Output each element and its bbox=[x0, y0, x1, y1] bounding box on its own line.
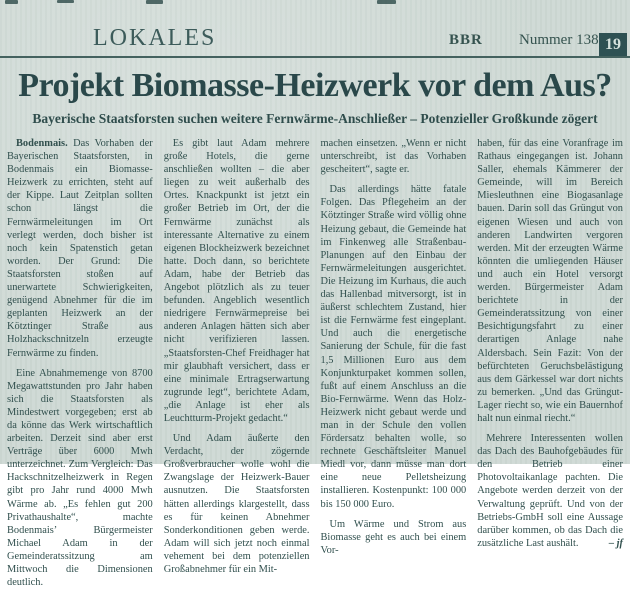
column-1 bbox=[7, 137, 153, 596]
issue-number: Nummer 138 bbox=[519, 32, 599, 48]
paragraph-continued: haben, für das eine Voranfrage im Rathaus eingegangen ist. Johann Saller, ehemals Kämmerer der Gemeinde, will im Bereich Miesleuthnen eine Biogasanlage bauen. Darin soll das Grüngut von eigenen Wiesen und auch von anderen Landwirten vergoren werden. Mit der erzeugten Wärme könnten die umliegenden Häuser und auch ein Hotel versorgt werden. Bürgermeister Adam berichtete in der Gemeinderatssitzung von einer Besichtigungsfahrt zu einer derartigen Anlage nahe Aldersbach. Sein Fazit: Von der befürchteten Geruchsbelästigung aus dem Gärkessel war dort nichts zu bemerken. „Und das Grüngut-Lager riecht so, wie ein Bauernhof halt nun einmal riecht.“ bbox=[477, 138, 623, 424]
paragraph: Das allerdings hätte fatale Folgen. Das Pflegeheim an der Kötztinger Straße wird völlig ohne Heizung gebaut, die Gemeinde hat im Finkenweg alle Straßenbau-Planungen auf den Einbau der Fernwärmeleitungen ausgerichtet. Die Heizung im Kurhaus, die auch das Hallenbad mitversorgt, ist in äußerst schlechtem Zustand, hier ist die Fernwärme fest eingeplant. Und auch die energetische Sanierung der Schule, für die fast 1,5 Millionen Euro aus dem Konjunkturpaket kommen sollen, fußt auf einem Anschluss an die Bio-Fernwärme. Wenn das Holz-Heizwerk nicht gebaut werde und man in der Schule den vollen Fördersatz behalten wolle, so rechnete Geschäftsleiter Manuel Miedl vor, dann müsse man dort eine neue Pelletsheizung installieren. Kostenpunkt: 100 000 bis 150 000 Euro. bbox=[320, 184, 467, 510]
page-number-badge: 19 bbox=[599, 33, 627, 56]
paragraph: Und Adam äußerte den Verdacht, der zögernde Großverbraucher wolle wohl die Zwangslage der Heizwerk-Bauer ausnutzen. Die Staatsforsten hätten allerdings klargestellt, dass es für keinen Abnehmer Sonderkonditionen geben werde. Adam will sich jetzt noch einmal vehement bei dem potenziellen Großabnehmer für ein Mit- bbox=[163, 433, 310, 575]
paragraph: Es gibt laut Adam mehrere große Hotels, die gerne anschließen wollten – die aber liegen zu weit außerhalb des Ortes. Knackpunkt ist jetzt ein großer Betrieb im Ort, der die Fernwärme zunächst als interessante Alternative zu einem eigenen Blockheizwerk bezeichnet hatte. Doch dann, so berichtete Adam, habe der Betrieb das Angebot plötzlich als zu teuer befunden. Angeblich wesentlich niedrigere Fernwärmepreise bei anderen Anlagen hätten sich aber nicht verifizieren lassen. „Staatsforsten-Chef Freidhager hat mir glaubhaft versichert, dass er eine minimale Ertragserwartung zugrunde legt“, berichtete Adam, „die Anlage ist eher als Leuchtturm-Projekt gedacht.“ bbox=[163, 138, 310, 424]
paragraph: Um Wärme und Strom aus Biomasse geht es auch bei einem Vor- bbox=[320, 518, 467, 556]
paragraph-continued: machen einsetzen. „Wenn er nicht unterschreibt, ist das Vorhaben gescheitert“, sagte er. bbox=[320, 138, 467, 176]
dateline: Bodenmais. bbox=[16, 138, 68, 149]
column-2 bbox=[164, 137, 310, 596]
paragraph bbox=[477, 432, 623, 550]
column-4 bbox=[477, 137, 623, 596]
paragraph bbox=[7, 137, 153, 360]
paragraph-text: Mehrere Interessenten wollen das Dach des Bauhofgebäudes für den Betrieb einer Photovoltaikanlage pachten. Die Angebote werden derzeit von der Verwaltung geprüft. Und von der Betriebs-GmbH soll eine Aussage darüber kommen, ob das Dach die zusätzliche Last aushält. bbox=[477, 433, 623, 549]
section-title: LOKALES bbox=[93, 25, 217, 51]
masthead bbox=[0, 0, 630, 58]
paragraph-text: Das Vorhaben der Bayerischen Staatsforsten, in Bodenmais ein Biomasse-Heizwerk zu errichten, steht auf der Kippe. Laut Zeitplan sollten schon längst die Fernwärmeleitungen im Ort verlegt werden, doch bisher ist noch kein Spatenstich getan worden. Der Grund: Die Staatsforsten stoßen auf unerwartete Schwierigkeiten, genügend Abnehmer für die im geplanten Heizwerk an der Kötztinger Straße aus Holzhackschnitzeln erzeugte Fernwärme zu finden. bbox=[7, 138, 153, 359]
column-3 bbox=[321, 137, 467, 596]
article-subheadline: Bayerische Staatsforsten suchen weitere Fernwärme-Anschließer – Potenzieller Großkunde zögert bbox=[32, 111, 598, 126]
paper-code: BBR bbox=[449, 32, 483, 48]
author-initials: – jf bbox=[608, 537, 623, 549]
article-headline: Projekt Biomasse-Heizwerk vor dem Aus? bbox=[18, 67, 612, 104]
article-body bbox=[0, 127, 630, 596]
paragraph: Eine Abnahmemenge von 8700 Megawattstunden pro Jahr haben sich die Staatsforsten als Mindestwert vorgegeben; erst ab da könne das Werk wirtschaftlich arbeiten. Derzeit sind aber erst Verträge über 6000 Mwh unterzeichnet. Zum Vergleich: Das Hackschnitzelheizwerk in Regen gibt pro Jahr rund 4000 Mwh Wärme ab. „Es fehlen gut 200 Privathaushalte“, machte Bodenmais’ Bürgermeister Michael Adam in der Gemeinderatssitzung am Mittwoch die Dimensionen deutlich. bbox=[7, 367, 153, 589]
